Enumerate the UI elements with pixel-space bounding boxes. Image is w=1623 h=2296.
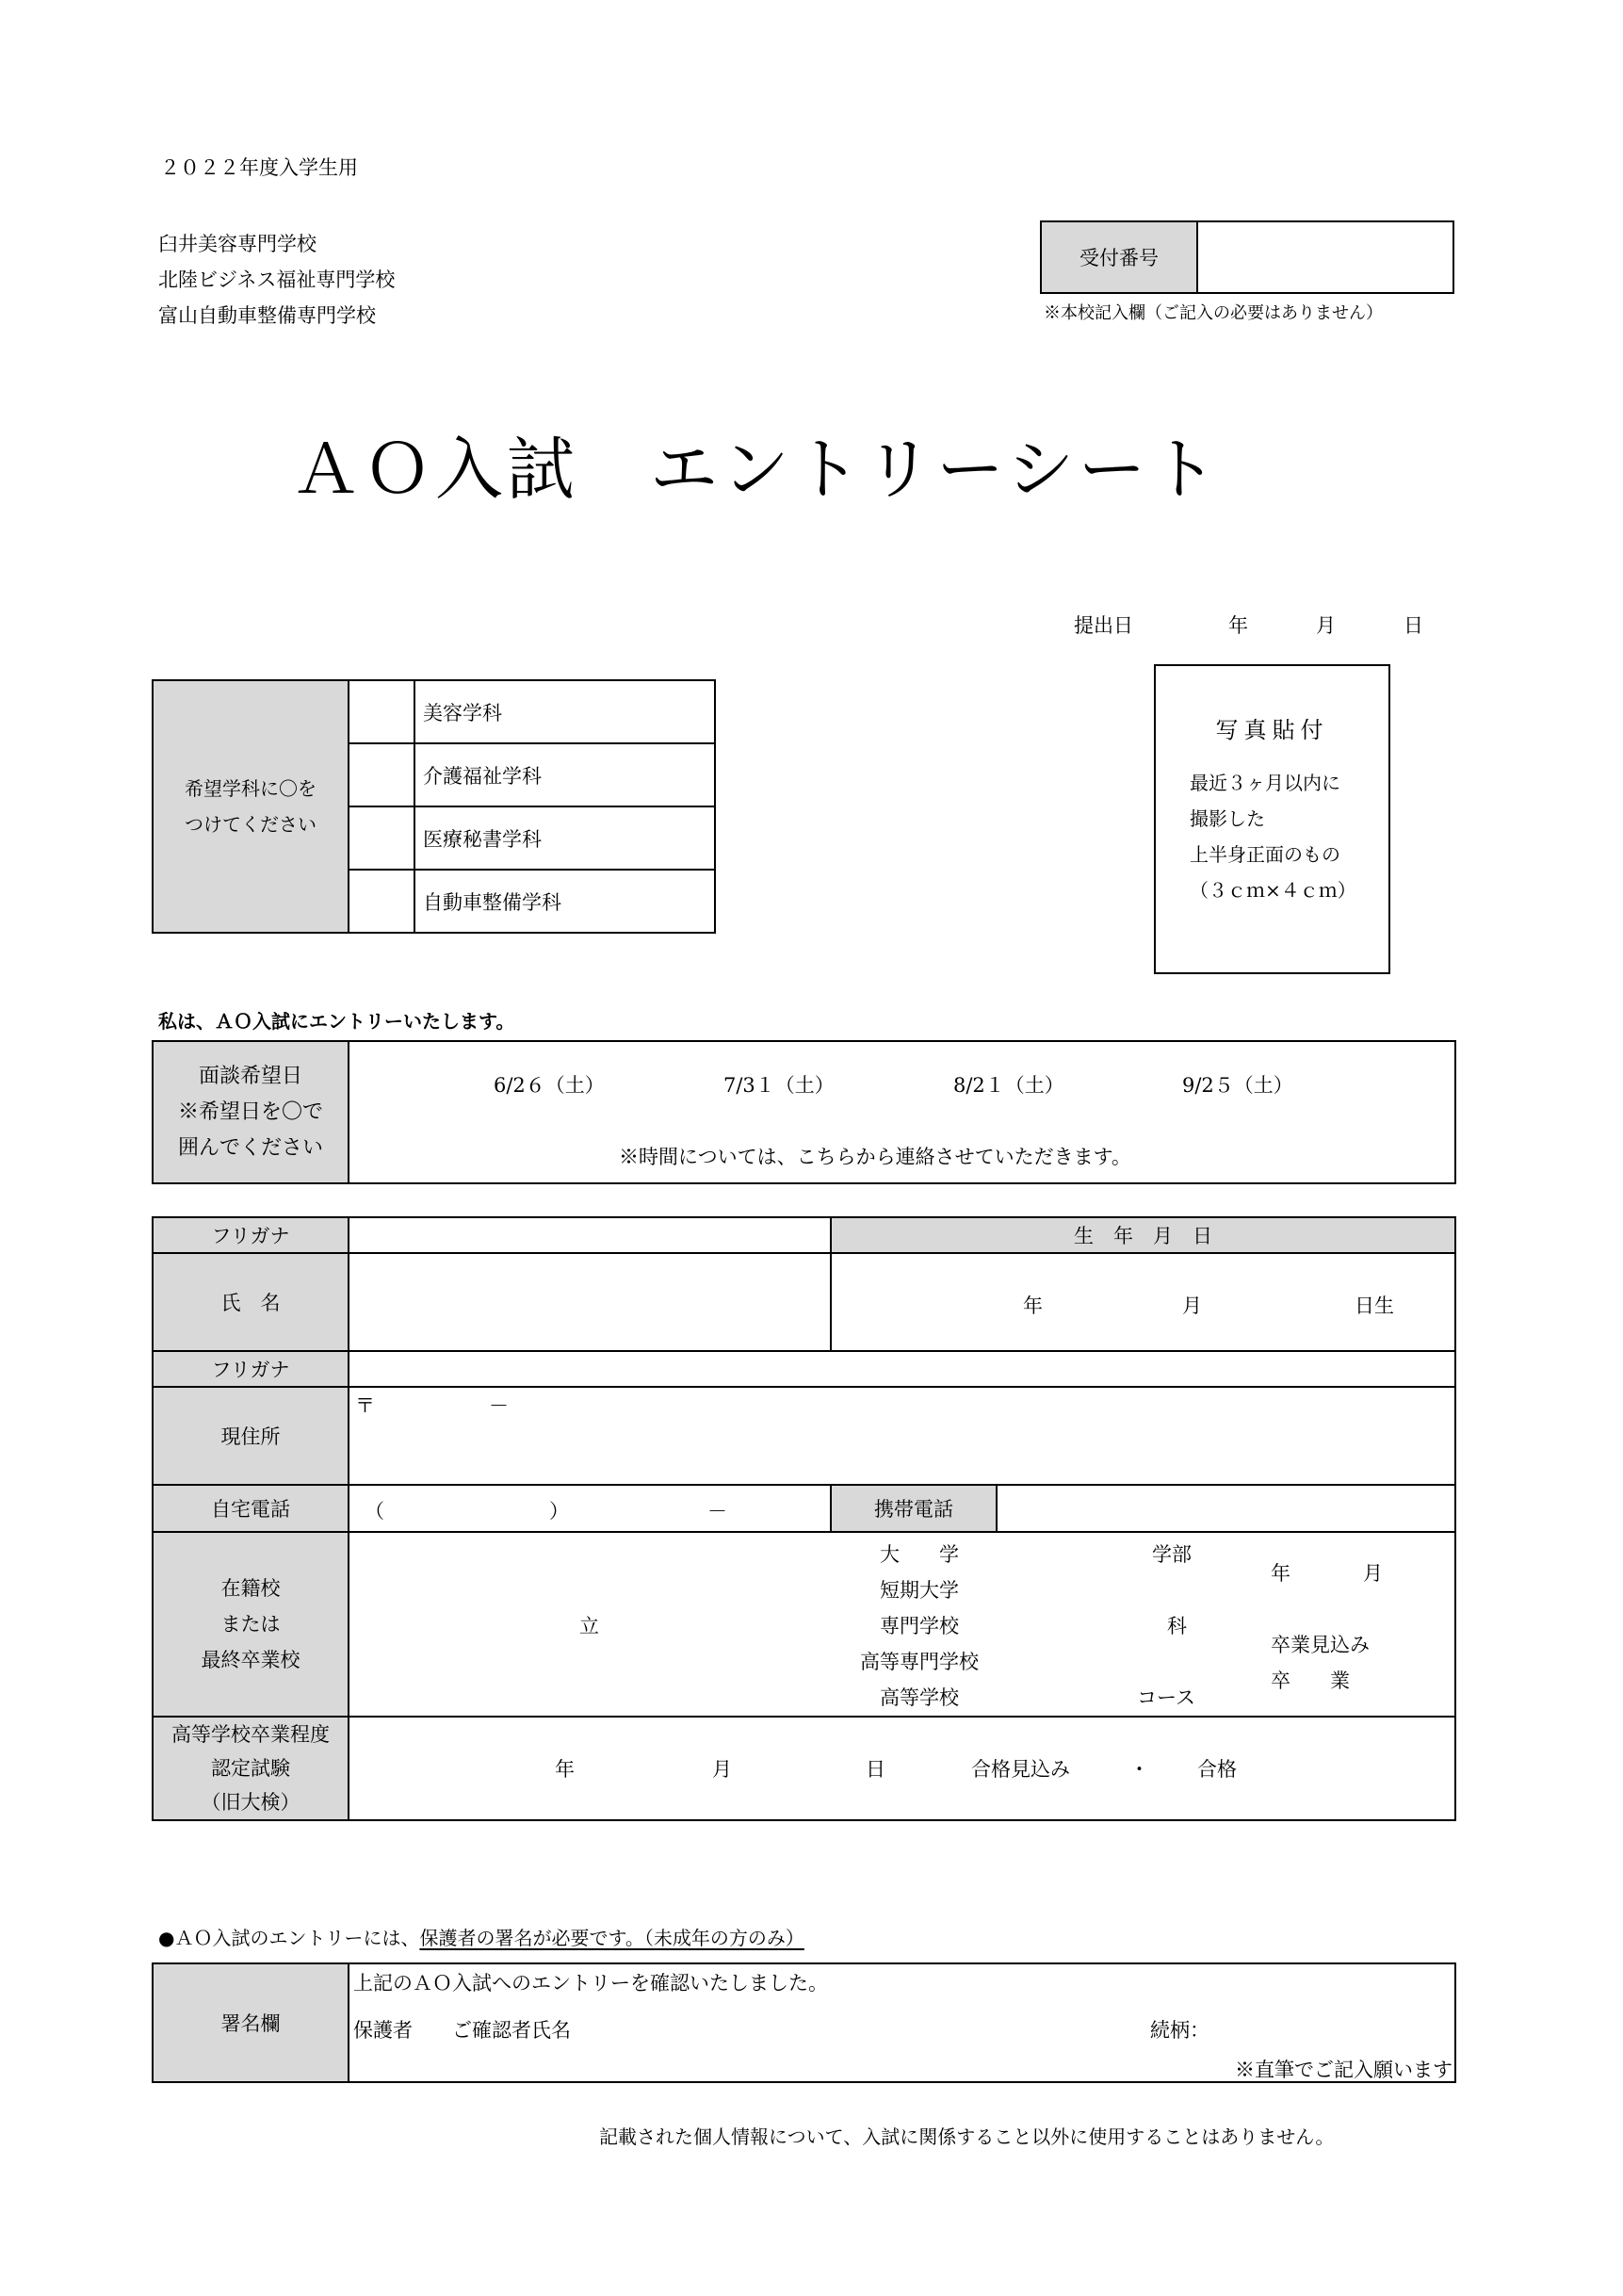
photo-instructions: 最近３ヶ月以内に 撮影した 上半身正面のもの （３ｃｍ×４ｃｍ） — [1190, 772, 1356, 902]
personal-info-table — [152, 1216, 1456, 1821]
department-check[interactable] — [349, 680, 414, 743]
furigana-label: フリガナ — [153, 1217, 349, 1253]
department-option: 医療秘書学科 — [414, 806, 715, 870]
name-label: 氏 名 — [153, 1253, 349, 1351]
interview-label: 面談希望日 ※希望日を〇で 囲んでください — [153, 1041, 349, 1183]
mobile-phone-field[interactable] — [997, 1485, 1455, 1532]
school-name: 臼井美容専門学校 — [158, 233, 316, 255]
interview-date[interactable]: 9/2５（土） — [1182, 1074, 1293, 1097]
photo-box[interactable] — [1154, 664, 1390, 974]
interview-note: ※時間については、こちらから連絡させていただきます。 — [619, 1146, 1131, 1168]
birth-date-header: 生 年 月 日 — [831, 1217, 1455, 1253]
department-check[interactable] — [349, 743, 414, 806]
signature-label: 署名欄 — [153, 1963, 349, 2082]
footer-note: 記載された個人情報について、入試に関係すること以外に使用することはありません。 — [599, 2125, 1335, 2148]
school-label: 在籍校 または 最終卒業校 — [153, 1532, 349, 1717]
guardian-notice: ●ＡＯ入試のエントリーには、保護者の署名が必要です。（未成年の方のみ） — [158, 1927, 804, 1949]
submission-day: 日 — [1404, 614, 1423, 637]
year-label: ２０２２年度入学生用 — [160, 156, 358, 179]
postal-mark: 〒 — [355, 1394, 375, 1417]
interview-dates-cell — [349, 1041, 1455, 1183]
interview-date[interactable]: 7/3１（土） — [723, 1074, 835, 1097]
interview-table — [152, 1040, 1456, 1184]
school-name: 富山自動車整備専門学校 — [158, 304, 376, 327]
department-option: 美容学科 — [414, 680, 715, 743]
department-label: 希望学科に〇を つけてください — [153, 680, 349, 933]
home-phone-label: 自宅電話 — [153, 1485, 349, 1532]
department-check[interactable] — [349, 806, 414, 870]
receipt-note: ※本校記入欄（ご記入の必要はありません） — [1044, 303, 1383, 323]
interview-date[interactable]: 8/2１（土） — [953, 1074, 1064, 1097]
kentei-label: 高等学校卒業程度 認定試験 （旧大検） — [153, 1717, 349, 1820]
furigana-address-label: フリガナ — [153, 1351, 349, 1387]
department-check[interactable] — [349, 870, 414, 933]
kentei-field[interactable]: 年 月 日 合格見込み ・ 合格 — [349, 1717, 1455, 1820]
submission-month: 月 — [1316, 614, 1336, 637]
signature-field[interactable]: 上記のＡＯ入試へのエントリーを確認いたしました。 保護者 ご確認者氏名 続柄： ※直筆でご記入願います — [349, 1963, 1455, 2082]
department-table — [152, 679, 716, 934]
signature-table — [152, 1962, 1456, 2083]
department-option: 介護福祉学科 — [414, 743, 715, 806]
page-title: ＡＯ入試 エントリーシート — [292, 430, 1222, 509]
name-field[interactable] — [349, 1253, 831, 1351]
furigana-field[interactable] — [349, 1217, 831, 1253]
photo-title: 写真貼付 — [1215, 717, 1329, 743]
receipt-number-box — [1040, 220, 1454, 294]
submission-label: 提出日 — [1074, 614, 1133, 637]
address-label: 現住所 — [153, 1387, 349, 1485]
submission-year: 年 — [1228, 614, 1248, 637]
interview-date[interactable]: 6/2６（土） — [494, 1074, 605, 1097]
receipt-number-field[interactable] — [1197, 221, 1453, 293]
birth-date-field[interactable]: 年 月 日生 — [831, 1253, 1455, 1351]
home-phone-field[interactable]: （ ） － — [349, 1485, 831, 1532]
address-field[interactable]: 〒 － — [349, 1387, 1455, 1485]
school-name: 北陸ビジネス福祉専門学校 — [158, 269, 396, 291]
school-list — [158, 226, 395, 334]
mobile-phone-label: 携帯電話 — [831, 1485, 997, 1532]
entry-statement: 私は、ＡＯ入試にエントリーいたします。 — [158, 1010, 515, 1033]
department-option: 自動車整備学科 — [414, 870, 715, 933]
school-field[interactable]: 立 大 学 短期大学 専門学校 高等専門学校 高等学校 学部 科 コース 年 月 卒業見込み 卒 業 — [349, 1532, 1455, 1717]
furigana-address-field[interactable] — [349, 1351, 1455, 1387]
receipt-label: 受付番号 — [1041, 221, 1197, 293]
